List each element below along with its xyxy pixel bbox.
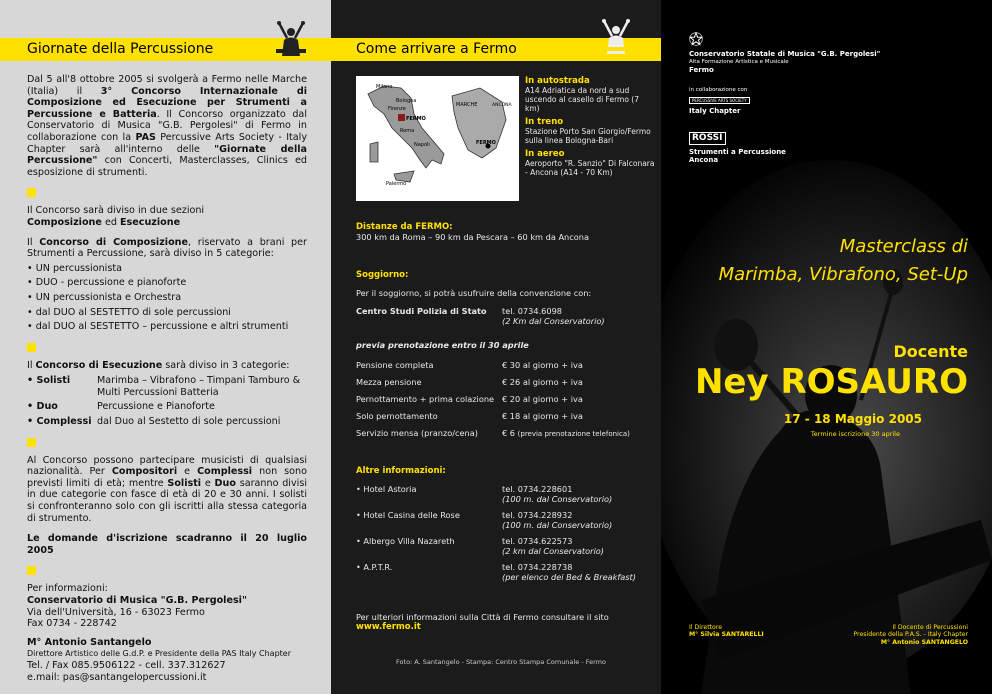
text-bold: Compositori xyxy=(111,466,178,478)
map-label: FERMO xyxy=(476,140,496,146)
category-desc: Percussione e Pianoforte xyxy=(97,401,215,413)
teacher-role: Presidente della P.A.S. - Italy Chapter xyxy=(853,631,968,639)
yellow-square-icon xyxy=(27,343,36,352)
price-row xyxy=(356,428,646,439)
category-name: • Solisti xyxy=(27,375,71,387)
centre-note: (2 Km dal Conservatorio) xyxy=(502,316,605,326)
hotel-row xyxy=(356,536,646,556)
drummer-logo-icon xyxy=(270,18,312,60)
text: Complessi xyxy=(36,416,92,428)
text: Solisti xyxy=(36,375,71,387)
price-label: Solo pernottamento xyxy=(356,411,438,421)
more-info-block xyxy=(356,612,646,632)
text: non sono previsti limiti di età; mentre xyxy=(27,466,307,489)
masterclass-subtitle: Marimba, Vibrafono, Set-Up xyxy=(718,264,968,285)
text: Percussive Arts Society - Italy Chapter sarà all'interno delle xyxy=(27,131,308,155)
hotel-note: (2 km dal Conservatorio) xyxy=(502,546,604,556)
map-label: Napoli xyxy=(414,142,430,148)
eligibility-paragraph xyxy=(27,455,307,525)
deadline-text: Le domande d'iscrizione scadranno il 20 luglio 2005 xyxy=(27,533,307,556)
centre-name: Centro Studi Polizia di Stato xyxy=(356,306,487,316)
hotel-tel: tel. 0734.622573 xyxy=(502,536,573,546)
contact-phone: Tel. / Fax 085.9506122 - cell. 337.312627 xyxy=(27,659,226,671)
booking-note: previa prenotazione entro il 30 aprile xyxy=(356,340,529,350)
text: saranno divisi in due categorie con fasce di età di 20 e 30 anni. I solisti si confronteranno solo con gli iscritti alla stessa categoria di strumento. xyxy=(27,477,307,524)
hotel-contact xyxy=(502,510,646,530)
category-desc: Marimba – Vibrafono – Timpani Tamburo & Multi Percussioni Batteria xyxy=(97,375,301,398)
text: Il xyxy=(27,236,40,248)
centre-tel: tel. 0734.6098 xyxy=(502,306,563,316)
list-item: • UN percussionista xyxy=(27,263,307,275)
other-info-block xyxy=(356,466,646,588)
registration-deadline: Termine iscrizione 30 aprile xyxy=(810,430,900,438)
map-label: Palermo xyxy=(386,181,407,187)
text-bold: Complessi xyxy=(197,466,253,478)
map-label: FERMO xyxy=(406,116,426,122)
sections-paragraph xyxy=(27,205,307,228)
travel-info xyxy=(525,77,655,177)
category-name: • Duo xyxy=(27,401,58,413)
price-label: Pensione completa xyxy=(356,360,434,370)
price-note: (previa prenotazione telefonica) xyxy=(517,430,630,438)
yellow-square-icon xyxy=(27,438,36,447)
hotel-tel: tel. 0734.228738 xyxy=(502,562,573,572)
hotel-contact xyxy=(502,484,646,504)
docente-label: Docente xyxy=(893,342,968,361)
info-address: Via dell'Università, 16 - 63023 Fermo xyxy=(27,606,205,618)
stay-block xyxy=(356,270,646,446)
price-value: € 26 al giorno + iva xyxy=(502,377,583,387)
collaboration-block xyxy=(689,86,750,115)
travel-text: A14 Adriatica da nord a sud uscendo al casello di Fermo (7 km) xyxy=(525,86,640,113)
hotel-note: (per elenco dei Bed & Breakfast) xyxy=(502,572,636,582)
text: Al Concorso possono partecipare musicisti di qualsiasi nazionalità. Per xyxy=(27,454,307,478)
conservatorio-block xyxy=(689,50,880,74)
yellow-square-icon xyxy=(27,566,36,575)
rossi-block xyxy=(689,132,786,164)
section-heading: Altre informazioni: xyxy=(356,466,446,476)
hotel-note: (100 m. dal Conservatorio) xyxy=(502,494,613,504)
map-label: Milano xyxy=(376,84,393,90)
section-heading: Distanze da FERMO: xyxy=(356,222,453,232)
composition-categories xyxy=(27,263,307,333)
text-bold: Solisti xyxy=(167,477,202,489)
travel-text: Stazione Porto San Giorgio/Fermo sulla linea Bologna-Bari xyxy=(525,127,651,145)
distances-text: 300 km da Roma – 90 km da Pescara – 60 km da Ancona xyxy=(356,232,589,242)
price-row xyxy=(356,377,646,387)
list-item: • dal DUO al SESTETTO di sole percussioni xyxy=(27,307,307,319)
text: e xyxy=(177,466,198,478)
masterclass-dates: 17 - 18 Maggio 2005 xyxy=(783,412,922,426)
composition-paragraph xyxy=(27,237,307,260)
hotel-name: • Hotel Astoria xyxy=(356,484,417,494)
drummer-logo-icon xyxy=(595,16,637,58)
info-label: Per informazioni: xyxy=(27,583,108,595)
hotel-name: • A.P.T.R. xyxy=(356,562,393,572)
director-name: M° Silvia SANTARELLI xyxy=(689,631,764,639)
rossi-city: Ancona xyxy=(689,156,719,164)
teacher-name: Ney ROSAURO xyxy=(694,362,968,402)
hotel-row xyxy=(356,562,646,582)
director-signature xyxy=(689,624,764,639)
price-value: € 18 al giorno + iva xyxy=(502,411,583,421)
hotel-name: • Albergo Villa Nazareth xyxy=(356,536,455,546)
category-name: • Complessi xyxy=(27,416,92,428)
more-info-text: Per ulteriori informazioni sulla Città di Fermo consultare il sito xyxy=(356,612,609,622)
yellow-square-icon xyxy=(27,188,36,197)
teacher-label: Il Docente di Percussioni xyxy=(892,624,968,631)
price-row xyxy=(356,411,646,421)
rossi-subtitle: Strumenti a Percussione xyxy=(689,148,786,156)
rossi-logo: ROSSI xyxy=(689,132,726,145)
travel-text: Aeroporto "R. Sanzio" Di Falconara - Ancona (A14 - 70 Km) xyxy=(525,159,655,177)
section-heading: Soggiorno: xyxy=(356,270,409,280)
text-bold: PAS xyxy=(135,131,156,143)
travel-heading: In aereo xyxy=(525,149,565,159)
price-label: Mezza pensione xyxy=(356,377,422,387)
hotel-row xyxy=(356,510,646,530)
stay-intro: Per il soggiorno, si potrà usufruire della convenzione con: xyxy=(356,288,592,298)
map-label: Roma xyxy=(400,128,415,134)
hotel-note: (100 m. dal Conservatorio) xyxy=(502,520,613,530)
director-label: Il Direttore xyxy=(689,624,723,631)
execution-paragraph xyxy=(27,360,307,372)
contact-email[interactable]: e.mail: pas@santangelopercussioni.it xyxy=(27,671,207,683)
price-label: Pernottamento + prima colazione xyxy=(356,394,495,404)
price-row xyxy=(356,394,646,404)
text-bold: "Giornate della Percussione" xyxy=(27,143,307,167)
info-fax: Fax 0734 - 228742 xyxy=(27,618,117,630)
text-bold: Composizione xyxy=(27,216,102,228)
masterclass-title: Masterclass di xyxy=(839,236,968,257)
list-item: • UN percussionista e Orchestra xyxy=(27,292,307,304)
website-link[interactable]: www.fermo.it xyxy=(356,622,421,632)
info-org: Conservatorio di Musica "G.B. Pergolesi" xyxy=(27,595,247,606)
hotel-name: • Hotel Casina delle Rose xyxy=(356,510,460,520)
stay-centre-row xyxy=(356,306,646,326)
text: Il Concorso sarà diviso in due sezioni xyxy=(27,205,205,217)
text: e xyxy=(201,477,215,489)
map-label: MARCHE xyxy=(456,102,478,108)
hotel-tel: tel. 0734.228601 xyxy=(502,484,573,494)
category-desc: dal Duo al Sestetto di sole percussioni xyxy=(97,416,281,428)
italy-map xyxy=(356,76,519,201)
teacher-signature xyxy=(853,624,968,646)
list-item: • DUO - percussione e pianoforte xyxy=(27,277,307,289)
contact-name: M° Antonio Santangelo xyxy=(27,636,152,648)
hotel-contact xyxy=(502,536,646,556)
republic-emblem-icon xyxy=(689,32,703,46)
hotel-row xyxy=(356,484,646,504)
map-label: Firenze xyxy=(388,106,406,112)
text: , riservato a brani per Strumenti a Percussione, sarà diviso in 5 categorie: xyxy=(27,236,307,260)
price-value xyxy=(502,428,646,439)
execution-categories xyxy=(27,375,307,427)
price-value: € 20 al giorno + iva xyxy=(502,394,583,404)
panel-masterclass-cover xyxy=(661,0,992,694)
text-bold: Concorso di Composizione xyxy=(39,236,189,248)
price-label: Servizio mensa (pranzo/cena) xyxy=(356,428,478,438)
price-row xyxy=(356,360,646,370)
travel-heading: In autostrada xyxy=(525,76,590,86)
price-value: € 30 al giorno + iva xyxy=(502,360,583,370)
travel-heading: In treno xyxy=(525,117,564,127)
panel-title: Come arrivare a Fermo xyxy=(356,41,517,57)
map-label: ANCONA xyxy=(492,103,512,108)
list-item: • dal DUO al SESTETTO – percussione e altri strumenti xyxy=(27,321,307,333)
panel-title: Giornate della Percussione xyxy=(27,41,214,57)
text-bold: Concorso di Esecuzione xyxy=(35,359,163,371)
pas-logo: PERCUSSIVE ARTS SOCIETY xyxy=(689,97,750,104)
text: ed xyxy=(101,216,120,228)
text: . Il Concorso organizzato dal Conservatorio di Musica "G.B. Pergolesi" di Fermo in collaborazione con la xyxy=(27,108,307,143)
hotel-tel: tel. 0734.228932 xyxy=(502,510,573,520)
text: € 6 xyxy=(502,428,516,438)
hotel-contact xyxy=(502,562,646,582)
text: Il xyxy=(27,359,36,371)
italy-chapter: Italy Chapter xyxy=(689,107,741,115)
centre-contact xyxy=(502,306,646,326)
text-bold: 3° Concorso Internazionale di Composizione ed Esecuzione per Strumenti a Percussione e Batteria xyxy=(27,85,307,120)
conservatorio-city: Fermo xyxy=(689,66,714,74)
text: Dal 5 all'8 ottobre 2005 si svolgerà a Fermo nelle Marche (Italia) il xyxy=(27,74,307,97)
alta-formazione: Alta Formazione Artistica e Musicale xyxy=(689,59,789,65)
conservatorio-name: Conservatorio Statale di Musica "G.B. Pergolesi" xyxy=(689,50,881,58)
text: sarà diviso in 3 categorie: xyxy=(162,359,290,371)
panel-directions xyxy=(331,0,661,694)
text: con Concerti, Masterclasses, Clinics ed esposizione di strumenti. xyxy=(27,155,307,178)
contact-role: Direttore Artistico delle G.d.P. e Presidente della PAS Italy Chapter xyxy=(27,649,292,659)
text-bold: Esecuzione xyxy=(119,216,181,228)
map-label: Bologna xyxy=(396,98,417,104)
text: Duo xyxy=(36,401,58,413)
credits-text: Foto: A. Santangelo - Stampa: Centro Stampa Comunale - Fermo xyxy=(396,658,606,666)
sardinia-shape xyxy=(370,142,378,162)
panel-competition xyxy=(0,0,331,694)
teacher-signature-name: M° Antonio SANTANGELO xyxy=(880,638,968,646)
collab-text: in collaborazione con xyxy=(689,87,748,93)
intro-paragraph xyxy=(27,74,307,178)
competition-text xyxy=(27,74,307,683)
text-bold: Duo xyxy=(214,477,236,489)
distances-block xyxy=(356,222,646,242)
